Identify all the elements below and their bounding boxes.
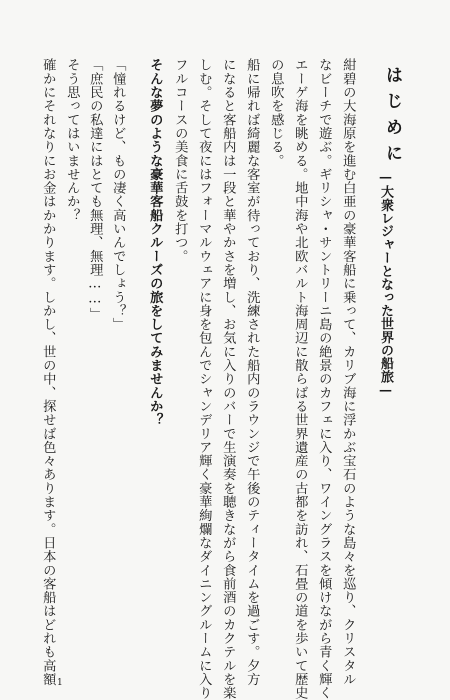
paragraph-line: そう思ってはいませんか？ xyxy=(64,58,80,222)
paragraph-line: 紺碧の大海原を進む白亜の豪華客船に乗って、カリブ海に浮かぶ宝石のような島々を巡り、クリスタル xyxy=(340,58,356,686)
chapter-heading: はじめに xyxy=(382,66,402,170)
dialogue-line: 「憧れるけど、もの凄く高いんでしょう？」 xyxy=(110,58,126,331)
paragraph-line: フルコースの美食に舌鼓を打つ。 xyxy=(172,58,188,263)
paragraph-line: 船に帰れば綺麗な客室が待っており、洗練された船内のラウンジで午後のティータイムを過ごす。夕方 xyxy=(244,58,260,686)
dialogue-line: 「庶民の私達にはとても無理、無理……」 xyxy=(87,58,103,321)
paragraph-line: の息吹を感じる。 xyxy=(268,58,284,168)
paragraph-line: になると客船内は一段と華やかさを増し、お気に入りのバーで生演奏を聴きながら食前酒のカクテルを楽 xyxy=(220,58,236,700)
chapter-subtitle: —大衆レジャーとなった世界の船旅— xyxy=(378,170,393,399)
page-number: 1 xyxy=(57,678,63,688)
question-line: そんな夢のような豪華客船クルーズの旅をしてみませんか？ xyxy=(147,58,163,427)
paragraph-line: しむ。そして夜にはフォーマルウェアに身を包んでシャンデリア輝く豪華絢爛なダイニングルームに入り xyxy=(196,58,212,700)
paragraph-line: エーゲ海を眺める。地中海や北欧バルト海周辺に散らばる世界遺産の古都を訪れ、石畳の道を歩いて歴史 xyxy=(292,58,308,700)
paragraph-line: 確かにそれなりにお金はかかります。しかし、世の中、探せば色々あります。日本の客船はどれも高額 xyxy=(40,58,56,686)
paragraph-line: なビーチで遊ぶ。ギリシャ・サントリーニ島の絶景のカフェに入り、ワイングラスを傾けながら青く輝く xyxy=(316,58,332,700)
